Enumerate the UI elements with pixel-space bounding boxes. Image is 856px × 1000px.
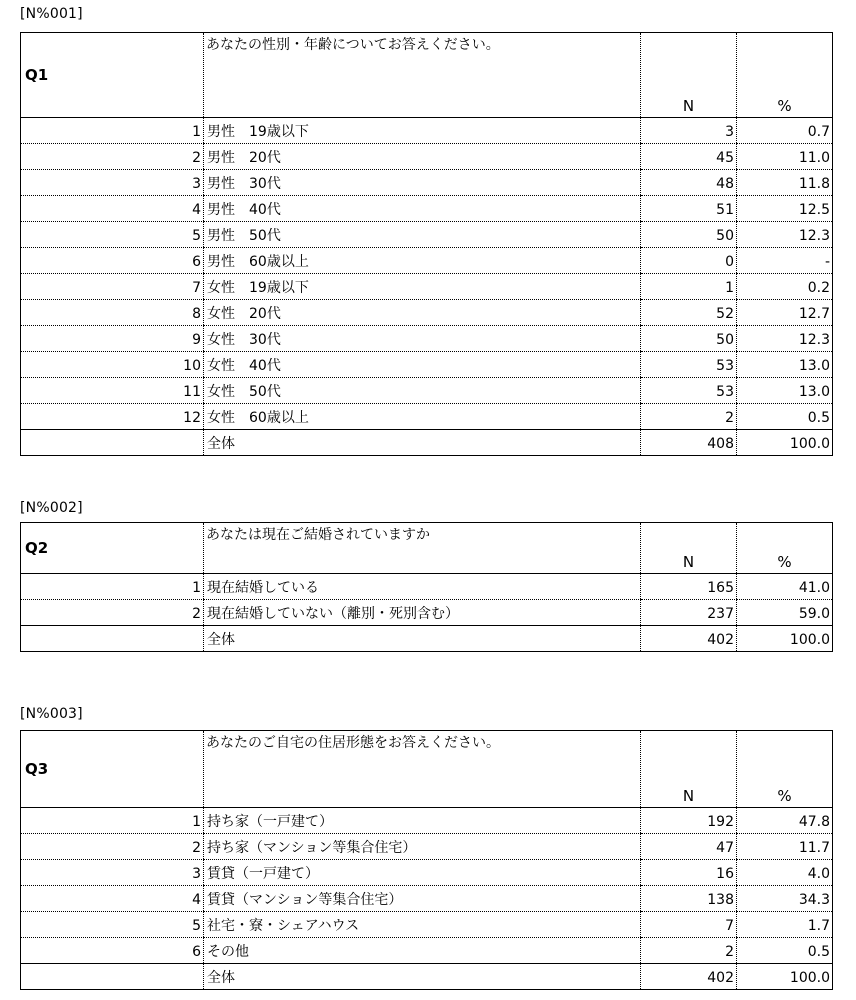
row-n-value: 0 <box>641 248 737 274</box>
row-label: 男性 40代 <box>204 196 641 222</box>
row-n-value: 2 <box>641 404 737 430</box>
n-header: N <box>641 523 737 574</box>
row-label: 持ち家（一戸建て） <box>204 808 641 834</box>
row-pct-value: 47.8 <box>737 808 833 834</box>
table-row <box>21 222 833 248</box>
row-n-value: 45 <box>641 144 737 170</box>
row-n-value: 52 <box>641 300 737 326</box>
table-id: [N%001] <box>20 6 83 22</box>
table-row <box>21 378 833 404</box>
row-pct-value: 11.0 <box>737 144 833 170</box>
row-pct-value: 12.3 <box>737 326 833 352</box>
row-n-value: 237 <box>641 600 737 626</box>
row-label: 女性 20代 <box>204 300 641 326</box>
row-label: 賃貸（マンション等集合住宅） <box>204 886 641 912</box>
table-row <box>21 196 833 222</box>
row-label: 女性 30代 <box>204 326 641 352</box>
question-text: あなたのご自宅の住居形態をお答えください。 <box>204 731 641 808</box>
total-blank <box>21 626 204 652</box>
row-n-value: 3 <box>641 118 737 144</box>
row-number: 5 <box>21 912 204 938</box>
row-pct-value: 1.7 <box>737 912 833 938</box>
total-pct-value: 100.0 <box>737 430 833 456</box>
table-row <box>21 352 833 378</box>
row-pct-value: 0.5 <box>737 938 833 964</box>
row-pct-value: 13.0 <box>737 352 833 378</box>
question-text: あなたは現在ご結婚されていますか <box>204 523 641 574</box>
question-number: Q1 <box>21 33 204 118</box>
row-n-value: 2 <box>641 938 737 964</box>
total-label: 全体 <box>204 430 641 456</box>
crosstab-table <box>20 730 833 990</box>
row-pct-value: 0.2 <box>737 274 833 300</box>
row-number: 12 <box>21 404 204 430</box>
total-label: 全体 <box>204 626 641 652</box>
row-number: 3 <box>21 860 204 886</box>
crosstab-table <box>20 32 833 456</box>
total-n-value: 402 <box>641 626 737 652</box>
total-pct-value: 100.0 <box>737 964 833 990</box>
row-n-value: 16 <box>641 860 737 886</box>
row-label: 男性 19歳以下 <box>204 118 641 144</box>
pct-header: % <box>737 731 833 808</box>
pct-header: % <box>737 523 833 574</box>
row-pct-value: 4.0 <box>737 860 833 886</box>
row-n-value: 48 <box>641 170 737 196</box>
row-number: 2 <box>21 600 204 626</box>
n-header: N <box>641 731 737 808</box>
pct-header: % <box>737 33 833 118</box>
row-label: 社宅・寮・シェアハウス <box>204 912 641 938</box>
row-pct-value: 41.0 <box>737 574 833 600</box>
total-row <box>21 964 833 990</box>
table-row <box>21 170 833 196</box>
row-pct-value: 11.7 <box>737 834 833 860</box>
row-n-value: 192 <box>641 808 737 834</box>
total-n-value: 408 <box>641 430 737 456</box>
row-number: 6 <box>21 248 204 274</box>
table-row <box>21 300 833 326</box>
table-row <box>21 912 833 938</box>
row-label: 女性 50代 <box>204 378 641 404</box>
row-label: 男性 20代 <box>204 144 641 170</box>
row-number: 11 <box>21 378 204 404</box>
row-n-value: 1 <box>641 274 737 300</box>
row-label: 賃貸（一戸建て） <box>204 860 641 886</box>
row-label: 現在結婚している <box>204 574 641 600</box>
row-number: 8 <box>21 300 204 326</box>
row-number: 4 <box>21 196 204 222</box>
row-n-value: 50 <box>641 326 737 352</box>
row-pct-value: 13.0 <box>737 378 833 404</box>
table-id: [N%002] <box>20 500 83 516</box>
table-id: [N%003] <box>20 706 83 722</box>
row-label: 男性 60歳以上 <box>204 248 641 274</box>
row-label: 男性 30代 <box>204 170 641 196</box>
row-number: 9 <box>21 326 204 352</box>
total-blank <box>21 430 204 456</box>
table-row <box>21 118 833 144</box>
table-row <box>21 404 833 430</box>
table-row <box>21 326 833 352</box>
row-label: 現在結婚していない（離別・死別含む） <box>204 600 641 626</box>
row-number: 10 <box>21 352 204 378</box>
table-row <box>21 834 833 860</box>
total-pct-value: 100.0 <box>737 626 833 652</box>
table-row <box>21 248 833 274</box>
row-n-value: 47 <box>641 834 737 860</box>
table-row <box>21 274 833 300</box>
row-pct-value: 12.5 <box>737 196 833 222</box>
table-row <box>21 600 833 626</box>
total-row <box>21 430 833 456</box>
table-row <box>21 808 833 834</box>
row-pct-value: 0.7 <box>737 118 833 144</box>
row-number: 1 <box>21 808 204 834</box>
row-n-value: 53 <box>641 378 737 404</box>
row-label: その他 <box>204 938 641 964</box>
table-row <box>21 144 833 170</box>
row-number: 1 <box>21 118 204 144</box>
total-blank <box>21 964 204 990</box>
row-label: 女性 19歳以下 <box>204 274 641 300</box>
row-n-value: 7 <box>641 912 737 938</box>
table-row <box>21 860 833 886</box>
row-pct-value: 12.7 <box>737 300 833 326</box>
row-number: 6 <box>21 938 204 964</box>
row-pct-value: 12.3 <box>737 222 833 248</box>
row-label: 女性 60歳以上 <box>204 404 641 430</box>
row-pct-value: 34.3 <box>737 886 833 912</box>
row-number: 2 <box>21 834 204 860</box>
row-pct-value: 59.0 <box>737 600 833 626</box>
row-number: 3 <box>21 170 204 196</box>
row-number: 7 <box>21 274 204 300</box>
row-number: 1 <box>21 574 204 600</box>
total-n-value: 402 <box>641 964 737 990</box>
question-number: Q2 <box>21 523 204 574</box>
total-row <box>21 626 833 652</box>
row-label: 女性 40代 <box>204 352 641 378</box>
table-row <box>21 574 833 600</box>
question-text: あなたの性別・年齢についてお答えください。 <box>204 33 641 118</box>
row-pct-value: 11.8 <box>737 170 833 196</box>
row-pct-value: 0.5 <box>737 404 833 430</box>
table-row <box>21 886 833 912</box>
row-number: 4 <box>21 886 204 912</box>
row-n-value: 50 <box>641 222 737 248</box>
crosstab-table <box>20 522 833 652</box>
row-label: 持ち家（マンション等集合住宅） <box>204 834 641 860</box>
row-number: 5 <box>21 222 204 248</box>
table-row <box>21 938 833 964</box>
total-label: 全体 <box>204 964 641 990</box>
row-n-value: 53 <box>641 352 737 378</box>
row-n-value: 51 <box>641 196 737 222</box>
n-header: N <box>641 33 737 118</box>
row-label: 男性 50代 <box>204 222 641 248</box>
question-number: Q3 <box>21 731 204 808</box>
row-n-value: 138 <box>641 886 737 912</box>
row-number: 2 <box>21 144 204 170</box>
row-n-value: 165 <box>641 574 737 600</box>
row-pct-value: - <box>737 248 833 274</box>
